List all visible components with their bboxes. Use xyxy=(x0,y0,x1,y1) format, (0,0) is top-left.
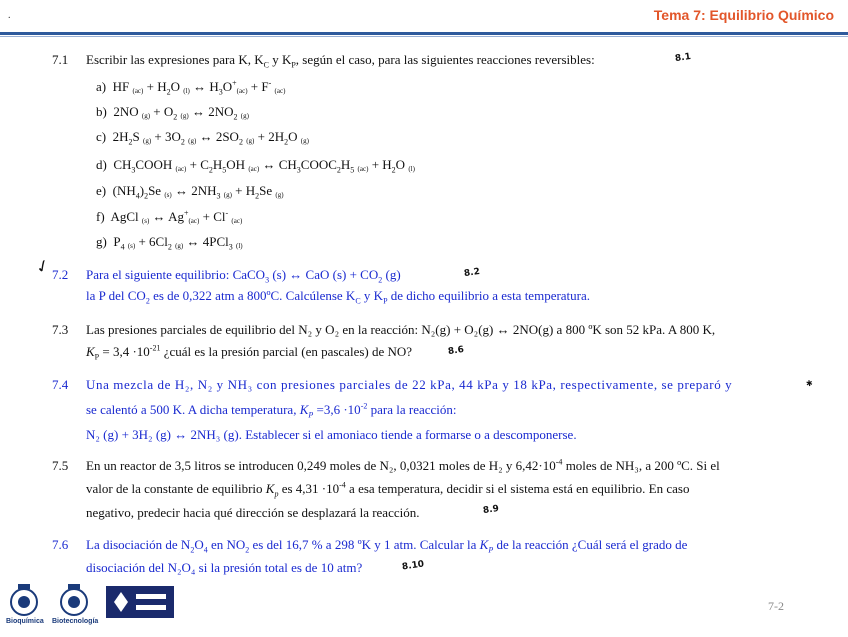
reaction-c: c) $2H_2S$ $(g) + 3O_2$ (g) ↔ $2SO_2$ $(g) + 2H_2O$ (g) xyxy=(96,129,309,147)
reaction-e: e) $(NH_4)_2Se$ (s) ↔ $2NH_3$ $(g) + H_2Se$ (g) xyxy=(96,183,284,201)
problem-number: 7.1 xyxy=(52,52,69,67)
handwritten-note: 8.1 xyxy=(674,51,692,65)
page-title: Tema 7: Equilibrio Químico xyxy=(653,7,834,23)
problem-7-4-line3: N₂ (g) + 3H₂ (g) ↔ 2NH₃ (g). Establecer si el amoniaco tiende a formarse o a descomponerse. xyxy=(86,427,577,442)
problem-number: 7.4 xyxy=(52,377,69,392)
handwritten-mark: ✱ xyxy=(805,378,814,389)
problem-7-5-line2: valor de la constante de equilibrio $K_p$ es $4,31 \cdot 10^{-4}$ a esa temperatura, decidir si el sistema está en equilibrio. En caso xyxy=(86,480,690,499)
problem-number: 7.6 xyxy=(52,537,69,552)
problem-number: 7.2 xyxy=(52,267,69,282)
reaction-f: f) AgCl (s) ↔ Ag+(ac) + Cl- (ac) xyxy=(96,208,243,225)
problem-7-1-statement: Escribir las expresiones para K, $K_C$ y $K_P$, según el caso, para las siguientes reacciones reversibles: xyxy=(86,52,595,70)
problem-number: 7.5 xyxy=(52,458,69,473)
problem-7-2-line1: Para el siguiente equilibrio: CaCO$_3$ (s) ↔ CaO $(s) + CO_2$ (g) xyxy=(86,267,401,285)
problem-7-4-line1: Una mezcla de H₂, N₂ y NH₃ con presiones parciales de 22 kPa, 44 kPa y 18 kPa, respectivamente, se preparó y xyxy=(86,377,733,392)
problem-7-6-line2: disociación del N₂O₄ si la presión total es de 10 atm? xyxy=(86,560,363,575)
problem-7-5-line3: negativo, predecir hacia qué dirección se desplazará la reacción. xyxy=(86,505,420,520)
header-rule-thin xyxy=(0,36,848,37)
handwritten-note: 8.6 xyxy=(447,344,465,358)
check-mark-icon: ✓ xyxy=(32,254,54,280)
header-dot: . xyxy=(8,10,11,21)
handwritten-note: 8.9 xyxy=(482,503,500,517)
reaction-g: g) $P_4$ $(s) + 6Cl_2$ (g) ↔ 4PCl$_3$ (l) xyxy=(96,234,243,252)
handwritten-note: 8.10 xyxy=(401,559,425,573)
problem-7-4-line2: se calentó a 500 K. A dicha temperatura, $K_P =3,6 \cdot 10^{-2}$ para la reacción: xyxy=(86,401,457,420)
handwritten-note: 8.2 xyxy=(463,266,481,280)
logo-caption-biotecnologia: Biotecnología xyxy=(52,618,99,625)
reaction-a: a) HF $(ac) + H_2O$ (l) ↔ $H_3O^+(ac) + F^-$ (ac) xyxy=(96,78,286,97)
problem-number: 7.3 xyxy=(52,322,69,337)
reaction-d: d) $CH_3COOH$ $(ac) + C_2H_5OH$ (ac) ↔ $CH_3COOC_2H_5$ $(ac) + H_2O$ (l) xyxy=(96,157,415,175)
problem-7-2-line2: la P del $CO_2$ es de 0,322 atm a 800ºC. Calcúlense $K_C$ y $K_P$ de dicho equilibrio a esta temperatura. xyxy=(86,288,591,306)
header-rule xyxy=(0,32,848,35)
logo-caption-bioquimica: Bioquímica xyxy=(6,618,44,625)
problem-7-6-line1: La disociación de $N_2O_4$ en $NO_2$ es del 16,7 % a 298 ºK y 1 atm. Calcular la $K_P$ de la reacción ¿Cuál será el grado de xyxy=(86,537,688,555)
footer-logos xyxy=(6,580,186,632)
problem-7-3-line1: Las presiones parciales de equilibrio del N₂ y O₂ en la reacción: N₂(g) + O₂(g) ↔ 2NO(g) a 800 ºK son 52 kPa. A 800 K, xyxy=(86,322,716,337)
problem-7-5-line1: En un reactor de 3,5 litros se introducen 0,249 moles de N₂, 0,0321 moles de H₂ y $6,42\cdot 10^{-4}$ moles de NH₃, a 200 ºC. Si el xyxy=(86,457,720,473)
reaction-b: b) 2NO $(g) + O_2$ (g) ↔ $2NO_2$ (g) xyxy=(96,104,249,122)
page-number: 7-2 xyxy=(768,599,784,613)
problem-7-3-line2: $K_P = 3,4 \cdot 10^{-21}$ ¿cuál es la presión parcial (en pascales) de NO? xyxy=(86,343,413,362)
